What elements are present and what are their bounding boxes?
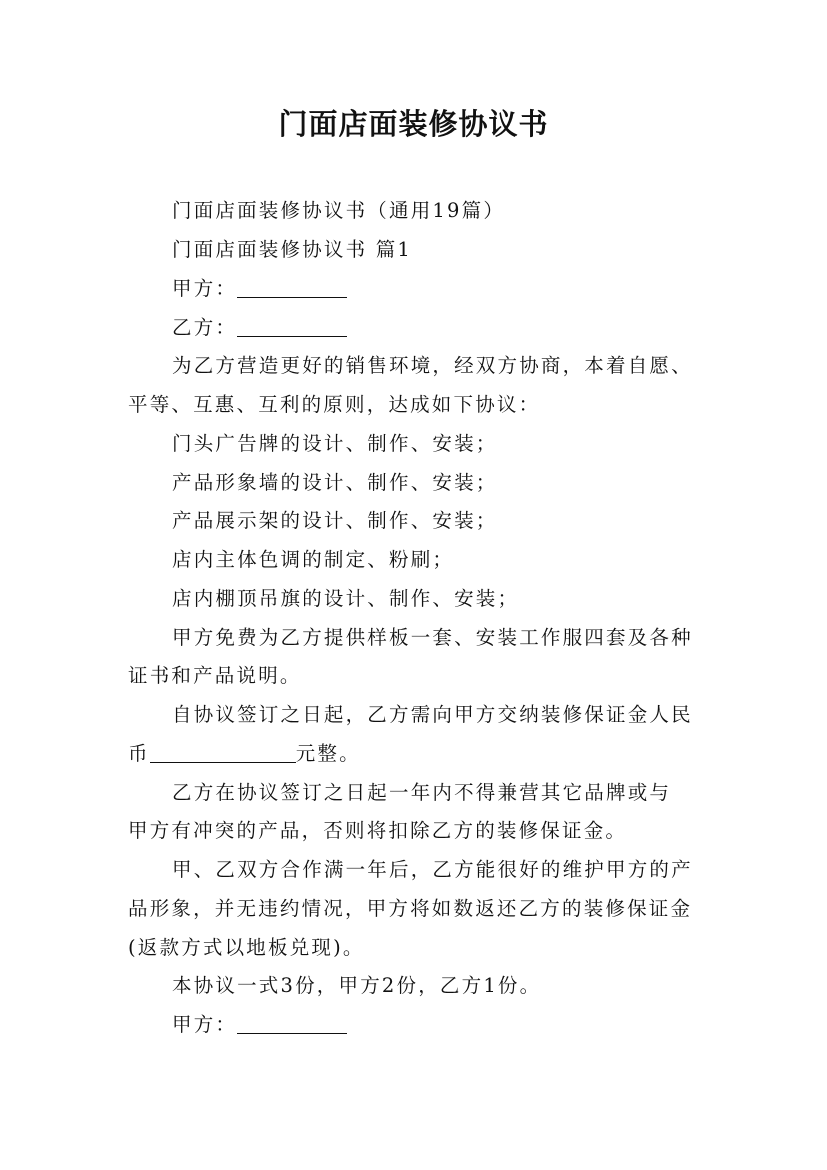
party-a-sign-blank [237,1011,347,1034]
party-b-blank [237,314,347,337]
deposit-prefix: 币 [128,742,150,765]
intro-line-1: 为乙方营造更好的销售环境，经双方协商，本着自愿、 [172,354,693,377]
item-5: 店内棚顶吊旗的设计、制作、安装； [172,587,520,610]
party-a-sign-line [172,1007,762,1043]
party-b-line [172,310,762,346]
free-line-1: 甲方免费为乙方提供样板一套、安装工作服四套及各种 [172,626,693,649]
exclusive-line-2: 甲方有冲突的产品，否则将扣除乙方的装修保证金。 [128,819,628,842]
party-a-line [172,271,762,307]
refund-line-1: 甲、乙双方合作满一年后，乙方能很好的维护甲方的产 [172,858,693,881]
party-a-sign-label: 甲方： [172,1013,238,1036]
party-a-label: 甲方： [172,277,238,300]
item-1: 门头广告牌的设计、制作、安装； [172,432,498,455]
deposit-suffix: 元整。 [295,742,361,765]
deposit-amount-blank [150,740,296,763]
section-heading: 门面店面装修协议书 篇1 [172,238,413,261]
deposit-line-1: 自协议签订之日起，乙方需向甲方交纳装修保证金人民 [172,703,693,726]
deposit-line-2 [128,736,718,772]
party-a-blank [237,275,347,298]
document-title: 门面店面装修协议书 [278,107,549,141]
free-line-2: 证书和产品说明。 [128,664,302,687]
item-2: 产品形象墙的设计、制作、安装； [172,471,498,494]
copies-line: 本协议一式3份，甲方2份，乙方1份。 [172,974,542,997]
intro-line-2: 平等、互惠、互利的原则，达成如下协议： [128,393,541,416]
party-b-label: 乙方： [172,316,238,339]
refund-line-3: (返款方式以地板兑现)。 [128,936,365,959]
document-subtitle: 门面店面装修协议书（通用19篇） [172,199,506,222]
item-4: 店内主体色调的制定、粉刷； [172,548,455,571]
exclusive-line-1: 乙方在协议签订之日起一年内不得兼营其它品牌或与 [172,781,672,804]
item-3: 产品展示架的设计、制作、安装； [172,509,498,532]
refund-line-2: 品形象，并无违约情况，甲方将如数返还乙方的装修保证金 [128,897,693,920]
